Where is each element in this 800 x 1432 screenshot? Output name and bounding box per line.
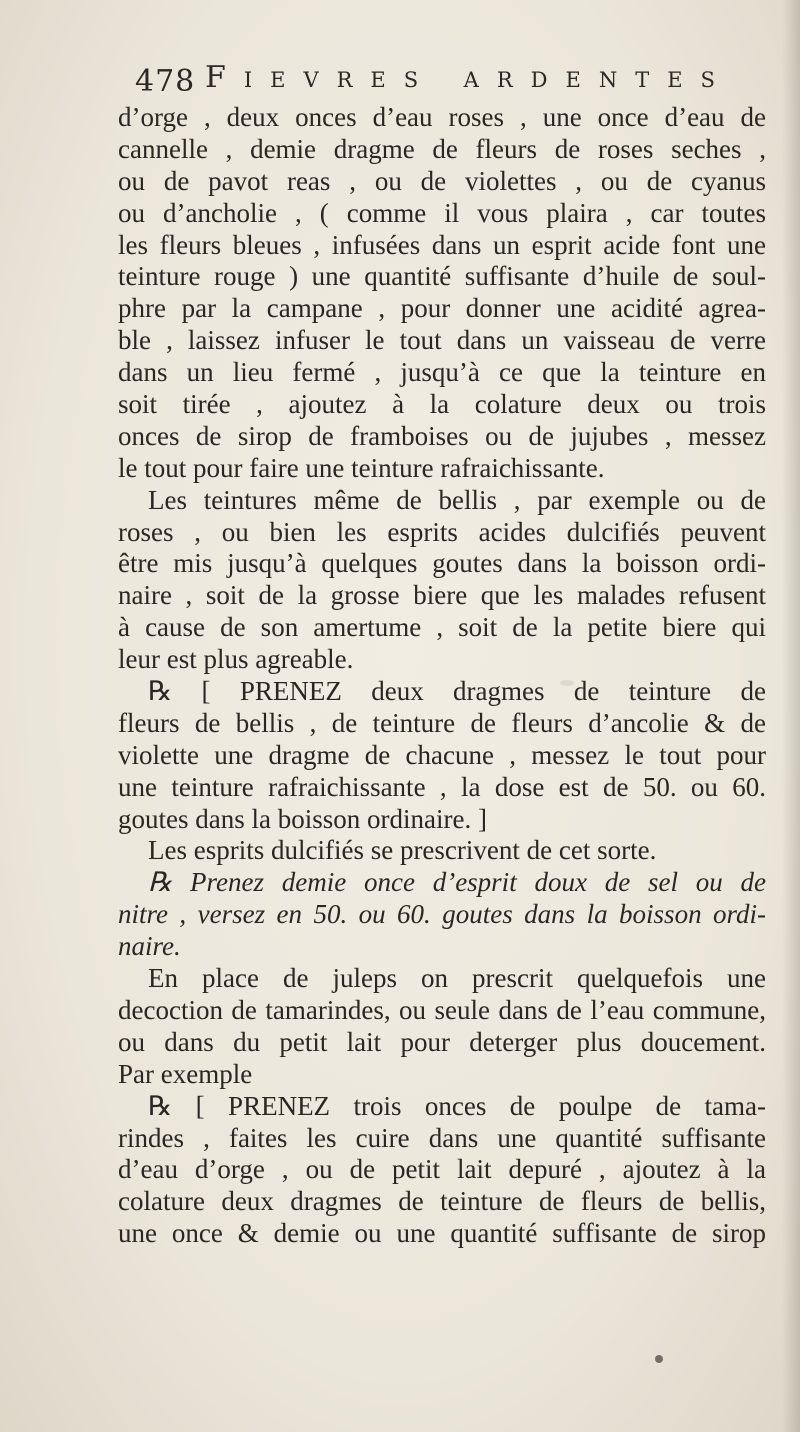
text-line: le tout pour faire une teinture rafraichissante. [118,452,605,483]
text-line: roses , ou bien les esprits acides dulcifiés peuvent [118,516,766,547]
text-line: une teinture rafraichissante , la dose est de 50. ou 60. [118,771,766,802]
text-line: rindes , faites les cuire dans une quantité suffisante [118,1122,766,1153]
body-text [118,102,766,1250]
text-line: ℞ [ PRENEZ deux dragmes de teinture de [148,676,766,707]
text-line: être mis jusqu’à quelques goutes dans la boisson ordi- [118,548,766,579]
text-line: decoction de tamarindes, ou seule dans de l’eau commune, [118,994,766,1025]
page-header [135,42,775,102]
text-line: fleurs de bellis , de teinture de fleurs d’ancolie & de [118,707,766,738]
text-line: cannelle , demie dragme de fleurs de roses seches , [118,133,766,164]
text-line: les fleurs bleues , infusées dans un esprit acide font une [118,229,766,260]
text-line: naire , soit de la grosse biere que les malades refusent [118,580,766,611]
text-line: colature deux dragmes de teinture de fleurs de bellis, [118,1186,766,1217]
text-line: d’eau d’orge , ou de petit lait depuré , ajoutez à la [118,1154,766,1185]
page-number: 478 [135,64,196,99]
text-line: goutes dans la boisson ordinaire. ] [118,803,487,834]
text-line: ou d’ancholie , ( comme il vous plaira , car toutes [118,197,766,228]
text-line: teinture rouge ) une quantité suffisante d’huile de soul- [118,261,766,292]
text-line: ou de pavot reas , ou de violettes , ou de cyanus [118,165,766,196]
text-line: dans un lieu fermé , jusqu’à ce que la teinture en [118,357,766,388]
text-line: naire. [118,931,181,962]
page-edge-shadow [782,0,800,1432]
text-line: une once & demie ou une quantité suffisante de sirop [118,1218,766,1249]
text-line: Les teintures même de bellis , par exemple ou de [148,484,766,515]
text-line: En place de juleps on prescrit quelquefois une [148,963,766,994]
text-line: phre par la campane , pour donner une acidité agrea- [118,293,766,324]
text-line: onces de sirop de framboises ou de jujubes , messez [118,420,766,451]
paper-stain [655,1355,663,1363]
text-line: soit tirée , ajoutez à la colature deux ou trois [118,389,766,420]
text-line: violette une dragme de chacune , messez le tout pour [118,739,766,770]
running-title: Fievres ardentes [205,60,733,95]
text-line: à cause de son amertume , soit de la petite biere qui [118,612,766,643]
text-line: ℞ Prenez demie once d’esprit doux de sel ou de [148,867,766,898]
text-line: nitre , versez en 50. ou 60. goutes dans la boisson ordi- [118,899,766,930]
text-line: Par exemple [118,1058,253,1089]
text-line: d’orge , deux onces d’eau roses , une once d’eau de [118,102,766,132]
text-line: ble , laissez infuser le tout dans un vaisseau de verre [118,325,766,356]
text-line: leur est plus agreable. [118,644,354,675]
text-line: ou dans du petit lait pour deterger plus doucement. [118,1026,766,1057]
text-line: ℞ [ PRENEZ trois onces de poulpe de tama- [148,1090,766,1121]
text-line: Les esprits dulcifiés se prescrivent de cet sorte. [148,835,657,866]
